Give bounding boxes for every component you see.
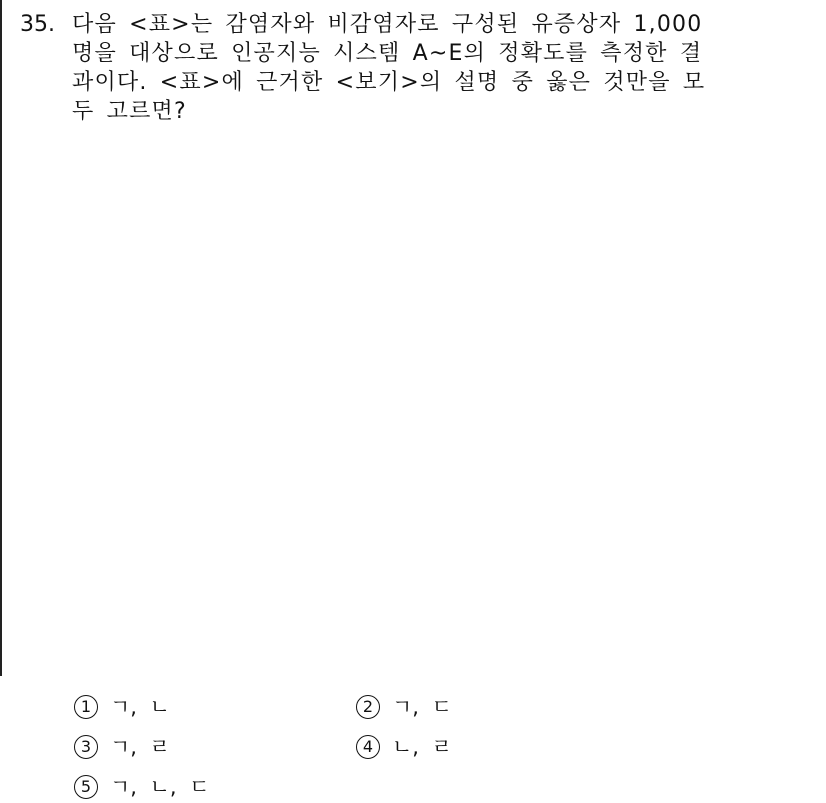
choice-text: ㄱ, ㄴ, ㄷ — [110, 775, 210, 799]
question-line-4: 두 고르면? — [72, 99, 187, 124]
question-line-2: 명을 대상으로 인공지능 시스템 A~E의 정확도를 측정한 결 — [72, 41, 703, 66]
question-number: 35. — [20, 12, 55, 37]
left-margin-rule — [0, 0, 2, 676]
question-line-3: 과이다. <표>에 근거한 <보기>의 설명 중 옳은 것만을 모 — [72, 70, 706, 95]
choice-1[interactable] — [74, 692, 170, 722]
choice-number-marker: 4 — [356, 735, 380, 759]
question-line-1: 다음 <표>는 감염자와 비감염자로 구성된 유증상자 1,000 — [72, 12, 703, 37]
choice-number-marker: 3 — [74, 735, 98, 759]
choice-4[interactable] — [356, 732, 452, 762]
choice-text: ㄱ, ㄷ — [392, 695, 452, 719]
choice-3[interactable] — [74, 732, 170, 762]
choice-number-marker: 1 — [74, 695, 98, 719]
choice-number-marker: 2 — [356, 695, 380, 719]
choice-number-marker: 5 — [74, 775, 98, 799]
choice-2[interactable] — [356, 692, 452, 722]
choice-text: ㄱ, ㄹ — [110, 735, 170, 759]
choice-text: ㄴ, ㄹ — [392, 735, 452, 759]
choice-text: ㄱ, ㄴ — [110, 695, 170, 719]
choice-5[interactable] — [74, 772, 210, 802]
